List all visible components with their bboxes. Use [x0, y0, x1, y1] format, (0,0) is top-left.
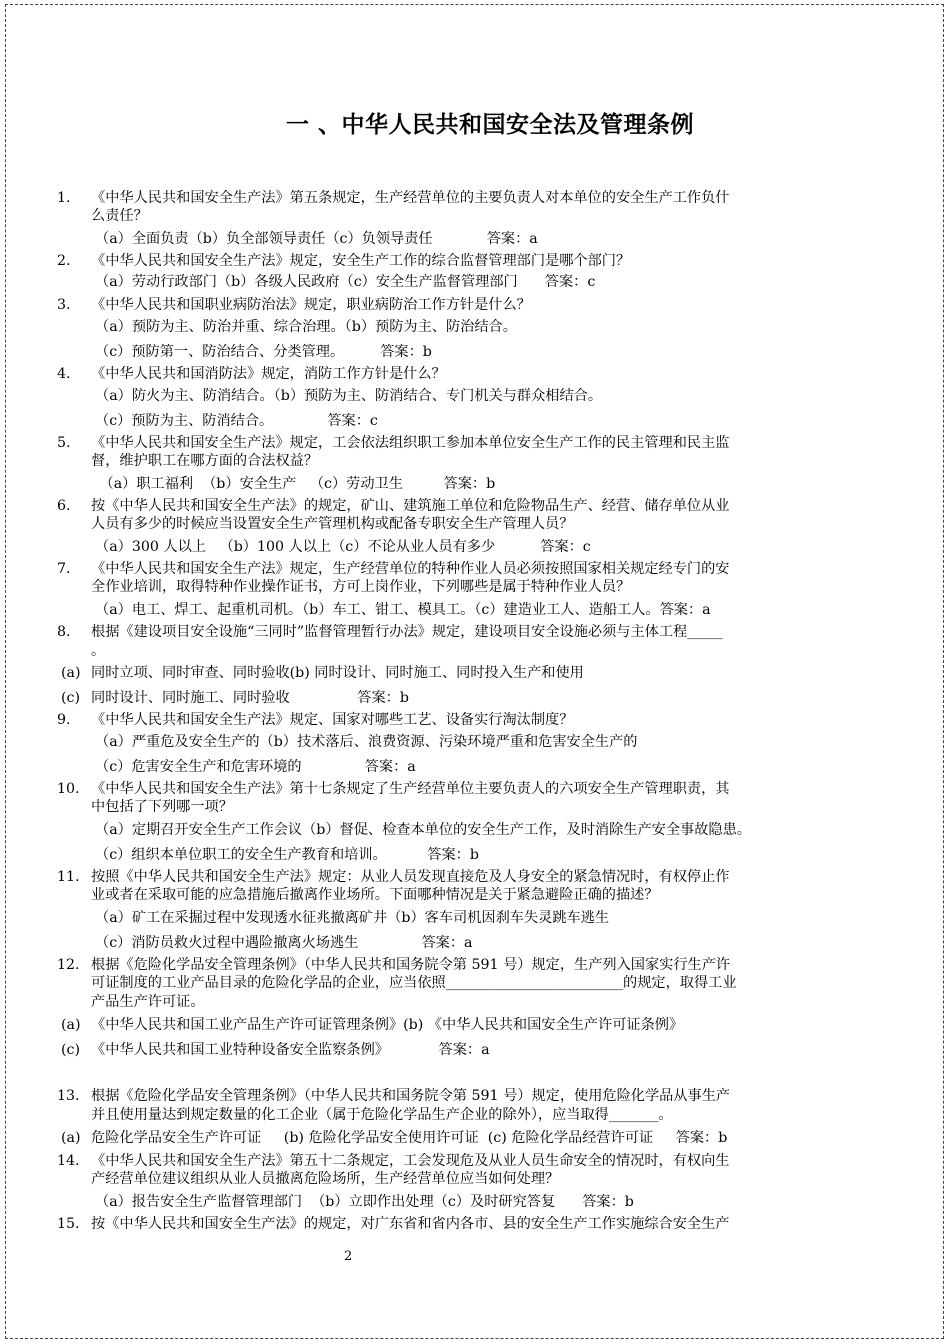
- answer-options: （c）危害安全生产和危害环境的 答案：a: [95, 759, 416, 775]
- question-number: 9.: [57, 712, 71, 728]
- answer-options: （a）定期召开安全生产工作会议（b）督促、检查本单位的安全生产工作，及时消除生产安全事故隐患。: [95, 822, 751, 838]
- question-text: 全作业培训，取得特种作业操作证书，方可上岗作业，下列哪些是属于特种作业人员？: [91, 579, 631, 595]
- question-text: 《中华人民共和国安全生产法》第五十二条规定，工会发现危及从业人员生命安全的情况时，有权向生: [91, 1153, 730, 1169]
- question-text: 根据《危险化学品安全管理条例》（中华人民共和国务院令第 591 号）规定，生产列入国家实行生产许: [91, 957, 731, 973]
- question-number: 6.: [57, 498, 71, 514]
- answer-options: （a）预防为主、防治并重、综合治理。（b）预防为主、防治结合。: [95, 319, 517, 335]
- question-number: 15.: [57, 1216, 80, 1232]
- answer-options: （a）职工福利 （b）安全生产 （c）劳动卫生 答案：b: [95, 476, 496, 492]
- question-number: 1.: [57, 190, 71, 206]
- question-number: 14.: [57, 1153, 80, 1169]
- answer-options: 《中华人民共和国工业特种设备安全监察条例》 答案：a: [91, 1042, 490, 1058]
- question-text: 《中华人民共和国安全生产法》规定，生产经营单位的特种作业人员必须按照国家相关规定经专门的安: [91, 561, 730, 577]
- question-text: 按《中华人民共和国安全生产法》的规定，矿山、建筑施工单位和危险物品生产、经营、储存单位从业: [91, 498, 730, 514]
- question-number: 3.: [57, 297, 71, 313]
- option-label: (a): [61, 1017, 81, 1033]
- answer-options: 危险化学品安全生产许可证 (b) 危险化学品安全使用许可证 (c) 危险化学品经营许可证 答案：b: [91, 1130, 728, 1146]
- answer-options: 《中华人民共和国工业产品生产许可证管理条例》(b) 《中华人民共和国安全生产许可证条例》: [91, 1017, 684, 1033]
- question-text: 《中华人民共和国安全生产法》第五条规定，生产经营单位的主要负责人对本单位的安全生产工作负什: [91, 190, 730, 206]
- question-number: 7.: [57, 561, 71, 577]
- question-text: 产品生产许可证。: [91, 994, 205, 1010]
- question-text: 根据《建设项目安全设施“三同时”监督管理暂行办法》规定，建设项目安全设施必须与主体工程_____: [91, 624, 723, 640]
- option-label: (a): [61, 1130, 81, 1146]
- question-text: 按照《中华人民共和国安全生产法》规定：从业人员发现直接危及人身安全的紧急情况时，有权停止作: [91, 869, 730, 885]
- question-text: 中包括了下列哪一项？: [91, 799, 233, 815]
- question-text: 可证制度的工业产品目录的危险化学品的企业，应当依照_________________________的规定，取得工业: [91, 975, 737, 991]
- question-number: 12.: [57, 957, 80, 973]
- answer-options: （a）劳动行政部门（b）各级人民政府（c）安全生产监督管理部门 答案：c: [95, 274, 596, 290]
- question-text: 《中华人民共和国安全生产法》规定，安全生产工作的综合监督管理部门是哪个部门？: [91, 253, 631, 269]
- question-number: 8.: [57, 624, 71, 640]
- question-number: 4.: [57, 366, 71, 382]
- question-text: 并且使用量达到规定数量的化工企业（属于危险化学品生产企业的除外），应当取得_______。: [91, 1107, 673, 1123]
- question-number: 11.: [57, 869, 80, 885]
- question-number: 2.: [57, 253, 71, 269]
- answer-options: （a）矿工在采掘过程中发现透水征兆撤离矿井（b）客车司机因刹车失灵跳车逃生: [95, 910, 610, 926]
- question-text: 产经营单位建议组织从业人员撤离危险场所，生产经营单位应当如何处理？: [91, 1171, 560, 1187]
- question-text: 《中华人民共和国职业病防治法》规定，职业病防治工作方针是什么？: [91, 297, 531, 313]
- answer-options: （a）严重危及安全生产的（b）技术落后、浪费资源、污染环境严重和危害安全生产的: [95, 734, 638, 750]
- answer-options: （a）电工、焊工、起重机司机。（b）车工、钳工、模具工。（c）建造业工人、造船工人。答案：a: [95, 602, 711, 618]
- question-text: 。: [91, 643, 106, 659]
- page-number: 2: [344, 1249, 353, 1264]
- option-label: (c): [61, 690, 81, 706]
- answer-options: （c）预防第一、防治结合、分类管理。 答案：b: [95, 344, 432, 360]
- question-text: 根据《危险化学品安全管理条例》（中华人民共和国务院令第 591 号）规定，使用危险化学品从事生产: [91, 1088, 731, 1104]
- option-label: (c): [61, 1042, 81, 1058]
- question-text: 《中华人民共和国安全生产法》规定，工会依法组织职工参加本单位安全生产工作的民主管理和民主监: [91, 435, 730, 451]
- question-text: 人员有多少的时候应当设置安全生产管理机构或配备专职安全生产管理人员？: [91, 516, 574, 532]
- question-text: 《中华人民共和国安全生产法》第十七条规定了生产经营单位主要负责人的六项安全生产管理职责，其: [91, 781, 730, 797]
- question-text: 《中华人民共和国安全生产法》规定、国家对哪些工艺、设备实行淘汰制度？: [91, 712, 574, 728]
- question-text: 业或者在采取可能的应急措施后撤离作业场所。下面哪种情况是关于紧急避险正确的描述？: [91, 887, 659, 903]
- answer-options: （a）300 人以上 （b）100 人以上（c）不论从业人员有多少 答案：c: [95, 539, 591, 555]
- answer-options: （a）防火为主、防消结合。（b）预防为主、防消结合、专门机关与群众相结合。: [95, 388, 603, 404]
- answer-options: （c）消防员救火过程中遇险撤离火场逃生 答案：a: [95, 935, 473, 951]
- question-number: 5.: [57, 435, 71, 451]
- answer-options: （a）报告安全生产监督管理部门 （b）立即作出处理（c）及时研究答复 答案：b: [95, 1194, 634, 1210]
- option-label: (a): [61, 665, 81, 681]
- question-text: 督，维护职工在哪方面的合法权益？: [91, 453, 319, 469]
- answer-options: （c）组织本单位职工的安全生产教育和培训。 答案：b: [95, 847, 479, 863]
- question-number: 10.: [57, 781, 80, 797]
- question-number: 13.: [57, 1088, 80, 1104]
- page-title: 一 、中华人民共和国安全法及管理条例: [285, 112, 694, 138]
- question-text: 按《中华人民共和国安全生产法》的规定，对广东省和省内各市、县的安全生产工作实施综合安全生产: [91, 1216, 730, 1232]
- answer-options: （c）预防为主、防消结合。 答案：c: [95, 413, 378, 429]
- question-text: 么责任？: [91, 208, 148, 224]
- answer-options: （a）全面负责（b）负全部领导责任（c）负领导责任 答案：a: [95, 231, 538, 247]
- answer-options: 同时设计、同时施工、同时验收 答案：b: [91, 690, 409, 706]
- answer-options: 同时立项、同时审查、同时验收(b) 同时设计、同时施工、同时投入生产和使用: [91, 665, 584, 681]
- question-text: 《中华人民共和国消防法》规定，消防工作方针是什么？: [91, 366, 446, 382]
